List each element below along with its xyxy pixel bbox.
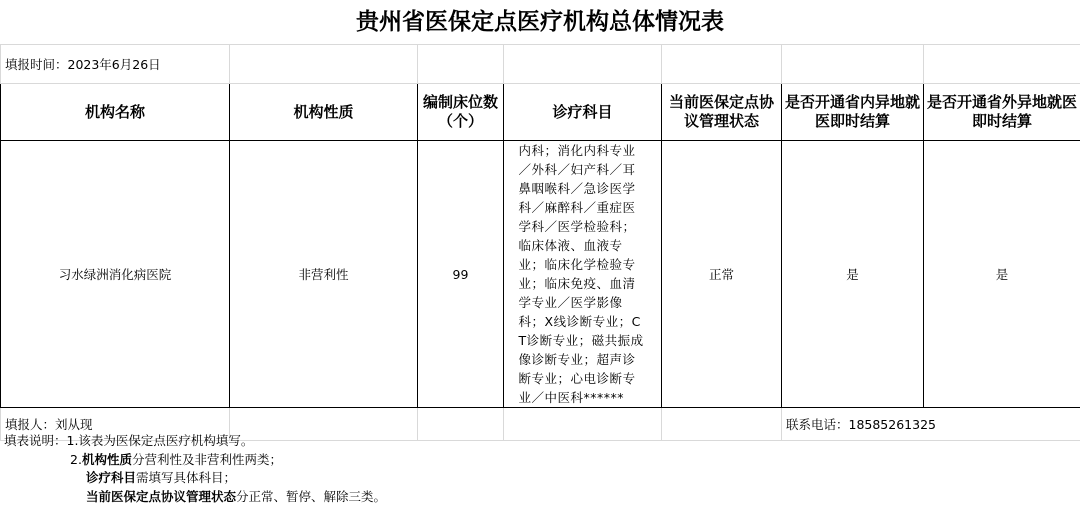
institution-name: 习水绿洲消化病医院 bbox=[1, 141, 230, 408]
header-row bbox=[1, 84, 1080, 141]
header-bed-count: 编制床位数（个） bbox=[418, 84, 504, 141]
header-agreement-status: 当前医保定点协议管理状态 bbox=[662, 84, 782, 141]
inter-province-settlement: 是 bbox=[924, 141, 1080, 408]
header-inter-province-settlement: 是否开通省外异地就医即时结算 bbox=[924, 84, 1080, 141]
agreement-status: 正常 bbox=[662, 141, 782, 408]
note-line-1: 填表说明：1.该表为医保定点医疗机构填写。 bbox=[4, 433, 254, 448]
header-institution-nature: 机构性质 bbox=[230, 84, 418, 141]
intra-province-settlement: 是 bbox=[782, 141, 924, 408]
fill-date-row bbox=[1, 45, 1080, 84]
subjects-cell bbox=[504, 141, 662, 408]
page-title: 贵州省医保定点医疗机构总体情况表 bbox=[356, 9, 724, 35]
note-line-2: 2.机构性质分营利性及非营利性两类； bbox=[70, 451, 282, 467]
note-line-4: 当前医保定点协议管理状态分正常、暂停、解除三类。 bbox=[86, 488, 387, 504]
institution-table bbox=[0, 44, 1080, 441]
table-row bbox=[1, 141, 1080, 408]
fill-instructions bbox=[4, 432, 386, 506]
bed-count: 99 bbox=[418, 141, 504, 408]
contact-phone: 联系电话：18585261325 bbox=[782, 408, 1080, 441]
fill-date: 填报时间：2023年6月26日 bbox=[1, 45, 230, 84]
institution-nature: 非营利性 bbox=[230, 141, 418, 408]
header-intra-province-settlement: 是否开通省内异地就医即时结算 bbox=[782, 84, 924, 141]
reporter: 填报人：刘从现 bbox=[1, 408, 230, 441]
header-institution-name: 机构名称 bbox=[1, 84, 230, 141]
subjects-text: 内科；消化内科专业／外科／妇产科／耳鼻咽喉科／急诊医学科／麻醉科／重症医学科／医学检验科；临床体液、血液专业；临床化学检验专业；临床免疫、血清学专业／医学影像科；X线诊断专业；CT诊断专业；磁共振成像诊断专业；超声诊断专业；心电诊断专业／中医科****** bbox=[518, 143, 644, 405]
header-subjects: 诊疗科目 bbox=[504, 84, 662, 141]
note-line-3: 诊疗科目需填写具体科目； bbox=[86, 470, 237, 485]
